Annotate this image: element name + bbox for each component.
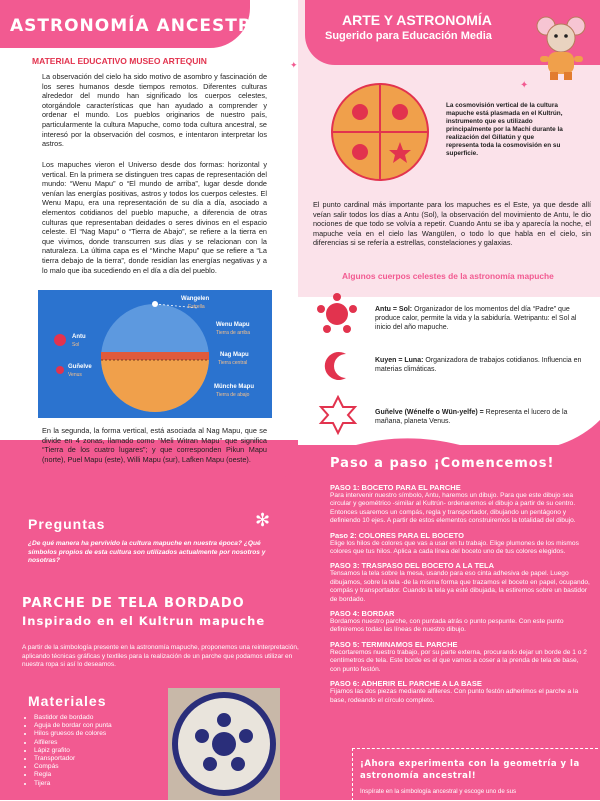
step-text: Elige los hilos de colores que vas a usar en tu trabajo. Elige plumones de los mismos colores que tus hilos. Aplica a cada línea del boceto uno de tus colores elegidos. [330,539,579,556]
parche-subtitle: Inspirado en el Kultrun mapuche [22,614,266,628]
materiales-item: • Lápiz grafito [34,747,164,755]
step-heading: PASO 6: ADHERIR EL PARCHE A LA BASE [330,679,482,689]
body-name: Antu = Sol: [375,306,413,313]
body-text: Organizadora de trabajos cotidianos. Influencia en materias climáticas. [375,357,582,373]
bodies-title: Algunos cuerpos celestes de la astronomía mapuche [342,271,554,281]
steps-container [330,478,590,705]
body-text: Organizador de los momentos del día “Padre” que produce calor, permite la vida y la sabiduría. Wetripantu: el Sol al inicio del año mapuche. [375,306,577,331]
antu-label: Antu [72,334,86,340]
step-heading: PASO 5: TERMINAMOS EL PARCHE [330,639,458,649]
sun-symbol-icon [316,293,358,335]
museum-subtitle: MATERIAL EDUCATIVO MUSEO ARTEQUIN [32,56,207,66]
wangelen-label: Wangelen [181,296,210,302]
guneluve-sub: Venus [68,372,82,378]
kultrun-caption: La cosmovisión vertical de la cultura mapuche está plasmada en el Kultrún, instrumento que es utilizado principalmente por la Machi durante la realización del Gillatún y que representa toda la cosmovisión en su superficie. [446,102,563,157]
vertical-paragraph: En la segunda, la forma vertical, está asociada al Nag Mapu, que se divide en 4 zonas, llamado como “Meli Witran Mapu” que significa “Tierra de los cuatro lugares”; y que corresponden Pikun Mapu (norte), Puel Mapu (este), Willi Mapu (sur), Lafken Mapu (oeste). [42,426,267,464]
materiales-item: • Alfileres [34,739,164,747]
star-icon: ✦ [290,60,298,70]
materiales-item: • Tijera [34,780,164,788]
wenu-label: Wenu Mapu [216,322,250,328]
parche-text: A partir de la simbología presente en la astronomía mapuche, proponemos una reinterpretación, aplicando técnicas gráficas y textiles para la realización de un parche que podamos utilizar en nuestra ropa si así lo deseamos. [22,644,299,669]
guneluve-label: Guñelve [68,364,92,370]
embroidered-patch-image [168,688,280,800]
materiales-item: • Bastidor de bordado [34,714,164,722]
step-text: Para intervenir nuestro símbolo, Antu, haremos un dibujo. Para que este dibujo sea circular y geométrico -similar al Kultrún- ordenaremos el dibujo a partir de su centro. Entonces usaremos un compás, regla y transportador, dibujando un pentágono y definiendo 10 ejes. A partir de estos elementos construiremos la totalidad del dibujo. [330,492,576,525]
body-item-guneluve [375,408,590,426]
minche-label: Münche Mapu [214,384,254,390]
materiales-item: • Transportador [34,755,164,763]
body-item-antu [375,305,590,332]
step-heading: PASO 4: BORDAR [330,609,395,619]
moon-symbol-icon [322,350,354,382]
materiales-item: • Aguja de bordar con punta [34,722,164,730]
right-title: ARTE Y ASTRONOMÍA [342,12,492,28]
materiales-list [24,714,164,788]
astronaut-mouse-illustration [530,12,592,82]
step-heading: PASO 1: BOCETO PARA EL PARCHE [330,483,461,492]
materiales-item: • Compás [34,763,164,771]
star-icon: ✦ [520,80,529,91]
nag-label: Nag Mapu [220,352,249,358]
page-title: ASTRONOMÍA ANCESTRAL [10,16,278,36]
wenu-sub: Tierra de arriba [216,330,250,336]
body-name: Kuyen = Luna: [375,357,424,364]
cardinal-paragraph: El punto cardinal más importante para los mapuches es el Este, ya que desde allí veían salir todos los días a Antu (Sol), la observación del movimiento de Antu, le dio nociones de que todo se volvía a repetir. Cuando Antu se iba y aparecía la noche, el mapuche veía en el cielo las Wangülen, o todo lo que habla en el cielo, sin diferencias si se refería a estrellas, constelaciones y galaxias. [313,200,591,248]
materiales-title: Materiales [28,693,107,709]
minche-sub: Tierra de abajo [216,392,250,398]
materiales-item: • Hilos gruesos de colores [34,730,164,738]
sparkle-icon: ✻ [255,510,271,530]
universe-diagram [38,290,272,418]
step-heading: PASO 3: TRASPASO DEL BOCETO A LA TELA [330,561,495,571]
step-text: Bordamos nuestro parche, con puntada atrás o punto pespunte. Con este punto definiremos todas las líneas de nuestro dibujo. [330,618,564,634]
step-text: Recortaremos nuestro trabajo, por su parte externa, procurando dejar un borde de 1 o 2 centímetros de tela. Este borde es el que vamos a coser a la prenda de tela de base, con punto festón. [330,648,587,673]
cta-title: ¡Ahora experimenta con la geometría y la astronomía ancestral! [360,759,580,781]
kultrun-illustration [330,82,430,182]
preguntas-text: ¿De qué manera ha pervivido la cultura mapuche en nuestra época? ¿Qué símbolos propios de esta cultura son utilizados actualmente por nosotros y nosotras? [28,540,266,565]
mapuche-paragraph: Los mapuches vieron el Universo desde dos formas: horizontal y vertical. En la primera se distinguen tres capas de representación del mundo: “Wenu Mapu” o “El mundo de arriba”, lugar desde donde venían las energías positivas, astros y todos los cuerpos celestes. El Wenu Mapu, era una representación de su día a día, asociado a elementos cotidianos del pueblo mapuche, a diferencia de otras culturas que representaban deidades o seres divinos en el espacio celeste. El “Nag Mapu” o “Tierra de Abajo”, se refiere a la tierra en que vivimos, donde transcurren sus días y se relacionan con la naturaleza. La última capa es el “Minche Mapu” que se refiere a “La tierra debajo de la tierra”, donde residían las energías negativas y a lo malo que iba sucediendo en el día a día del pueblo. [42,160,267,275]
body-item-kuyen [375,356,590,374]
cta-sub: Inspírate en la simbología ancestral y escoge uno de sus [360,788,517,795]
body-name: Guñelve (Wénelfe o Wün-yelfe) = [375,409,484,416]
wangelen-sub: Estrella [188,304,205,310]
venus-star-icon [318,395,358,435]
pasos-title: Paso a paso ¡Comencemos! [330,456,555,471]
antu-sub: Sol [72,342,80,348]
preguntas-title: Preguntas [28,516,106,532]
step-heading: Paso 2: COLORES PARA EL BOCETO [330,530,464,540]
step-text: Fijamos las dos piezas mediante alfileres. Con punto festón adherimos el parche a la base, rodeando el círculo completo. [330,688,579,704]
parche-title: PARCHE DE TELA BORDADO [22,596,245,611]
body-text: Representa el lucero de la mañana, planeta Venus. [375,409,568,425]
intro-paragraph: La observación del cielo ha sido motivo de asombro y fascinación de los seres humanos desde tiempos remotos. Diferentes culturas alrededor del mundo han significado los cuerpos celestes, otorgándole características que han ayudado a comprender y ordenar el mundo. Los pueblos originarios de nuestro país, particularmente la cultura Mapuche, como toda cultura ancestral, se interesó por la observación del cosmos, e intentaron interpretar los astros. [42,72,267,149]
materiales-item: • Regla [34,771,164,779]
nag-sub: Tierra central [218,360,248,366]
right-subtitle: Sugerido para Educación Media [325,30,492,42]
step-text: Tensamos la tela sobre la mesa, usando para eso cinta adhesiva de papel. Luego dibujamos, sobre la tela -de la misma forma que trazamos el boceto en papel, ocupando, compás y transportador. Cuando la tela ya esté dibujada, la estiremos sobre un bastidor de bordado. [330,570,590,603]
